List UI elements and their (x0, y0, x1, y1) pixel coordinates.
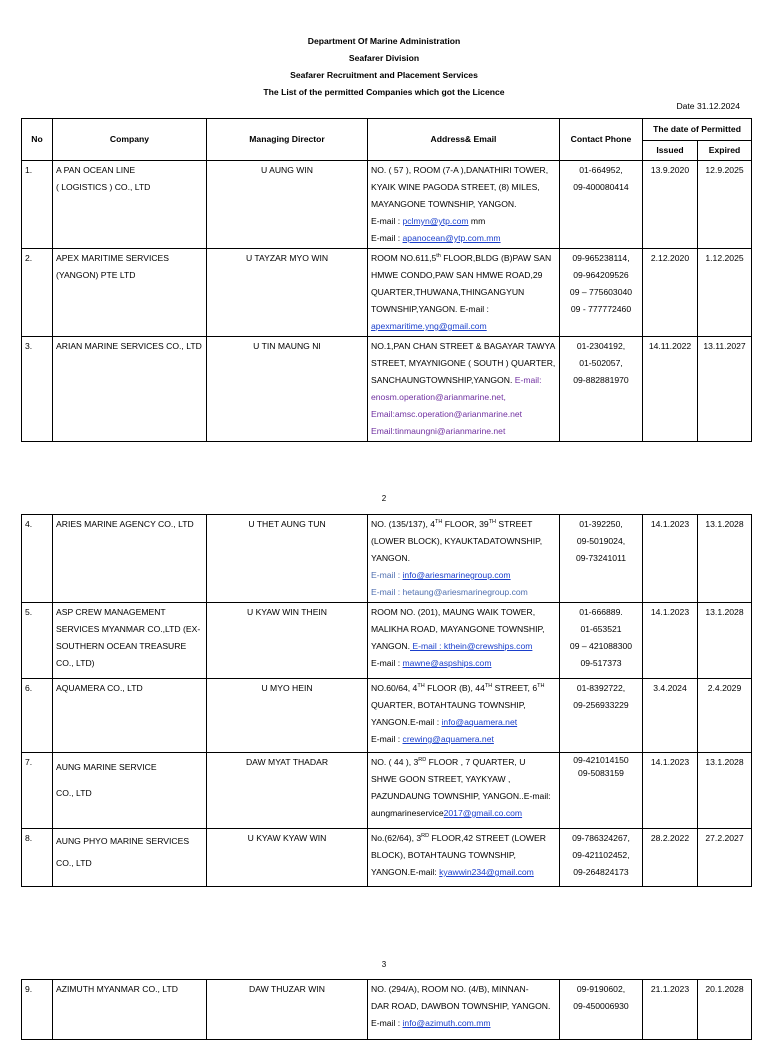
managing-director: U KYAW KYAW WIN (207, 829, 368, 887)
companies-table-page-2 (21, 514, 752, 887)
header-department: Department Of Marine Administration (307, 36, 461, 46)
row-number: 3. (22, 337, 53, 442)
company-name: A PAN OCEAN LINE ( LOGISTICS ) CO., LTD (53, 161, 207, 249)
company-name: AZIMUTH MYANMAR CO., LTD (53, 980, 207, 1040)
companies-table-page-1 (21, 118, 752, 442)
email-link[interactable]: 2017@gmail.co.com (443, 808, 523, 818)
table-row (22, 603, 752, 679)
issued-date: 21.1.2023 (643, 980, 698, 1040)
issued-date: 2.12.2020 (643, 249, 698, 337)
managing-director: U MYO HEIN (207, 679, 368, 753)
issued-date: 14.1.2023 (643, 753, 698, 829)
issued-date: 28.2.2022 (643, 829, 698, 887)
address-email: NO. (135/137), 4TH FLOOR, 39TH STREET (LOWER BLOCK), KYAUKTADATOWNSHIP, YANGON. E-mail : info@ariesmarinegroup.com E-mail : hetaung@ariesmarinegroup.com (368, 515, 560, 603)
expired-date: 13.1.2028 (698, 515, 752, 603)
company-name: ARIAN MARINE SERVICES CO., LTD (53, 337, 207, 442)
managing-director: U KYAW WIN THEIN (207, 603, 368, 679)
company-name: AQUAMERA CO., LTD (53, 679, 207, 753)
managing-director: U TIN MAUNG NI (207, 337, 368, 442)
row-number: 5. (22, 603, 53, 679)
col-header-director: Managing Director (207, 119, 368, 161)
expired-date: 20.1.2028 (698, 980, 752, 1040)
col-header-expired: Expired (698, 141, 752, 161)
expired-date: 13.1.2028 (698, 753, 752, 829)
email-link[interactable]: apanocean@ytp.com.mm (402, 233, 501, 243)
company-name: AUNG MARINE SERVICE CO., LTD (53, 753, 207, 829)
email-text: hetaung@ariesmarinegroup.com (402, 587, 528, 597)
email-link[interactable]: mawne@aspships.com (402, 658, 492, 668)
address-email: ROOM NO.611,5th FLOOR,BLDG (B)PAW SAN HMWE CONDO,PAW SAN HMWE ROAD,29 QUARTER,THUWANA,THINGANGYUN TOWNSHIP,YANGON. E-mail : apexmaritime.yng@gmail.com (368, 249, 560, 337)
issued-date: 3.4.2024 (643, 679, 698, 753)
table-row (22, 515, 752, 603)
email-link[interactable]: crewing@aquamera.net (402, 734, 494, 744)
col-header-issued: Issued (643, 141, 698, 161)
managing-director: U AUNG WIN (207, 161, 368, 249)
table-row (22, 679, 752, 753)
col-header-no: No (22, 119, 53, 161)
contact-phone: 01-664952, 09-400080414 (560, 161, 643, 249)
col-header-phone: Contact Phone (560, 119, 643, 161)
table-row (22, 249, 752, 337)
managing-director: U TAYZAR MYO WIN (207, 249, 368, 337)
issued-date: 14.1.2023 (643, 603, 698, 679)
page-number: 3 (381, 960, 387, 969)
table-row (22, 980, 752, 1040)
row-number: 9. (22, 980, 53, 1040)
expired-date: 13.1.2028 (698, 603, 752, 679)
table-row (22, 337, 752, 442)
managing-director: DAW THUZAR WIN (207, 980, 368, 1040)
table-row (22, 829, 752, 887)
contact-phone: 01-392250, 09-5019024, 09-73241011 (560, 515, 643, 603)
expired-date: 27.2.2027 (698, 829, 752, 887)
email-link[interactable]: info@azimuth.com.mm (402, 1018, 491, 1028)
issued-date: 14.1.2023 (643, 515, 698, 603)
contact-phone: 01-2304192, 01-502057, 09-882881970 (560, 337, 643, 442)
contact-phone: 09-965238114, 09-964209526 09 – 775603040 09 - 777772460 (560, 249, 643, 337)
email-link[interactable]: pclmyn@ytp.com (402, 216, 469, 226)
email-text: Email:amsc.operation@arianmarine.net (371, 409, 523, 419)
managing-director: U THET AUNG TUN (207, 515, 368, 603)
email-link[interactable]: info@aquamera.net (441, 717, 518, 727)
row-number: 6. (22, 679, 53, 753)
expired-date: 1.12.2025 (698, 249, 752, 337)
contact-phone: 01-8392722, 09-256933229 (560, 679, 643, 753)
expired-date: 2.4.2029 (698, 679, 752, 753)
issued-date: 14.11.2022 (643, 337, 698, 442)
address-email: NO. ( 44 ), 3RD FLOOR , 7 QUARTER, U SHWE GOON STREET, YAYKYAW , PAZUNDAUNG TOWNSHIP, YANGON..E-mail: aungmarineservice2017@gmail.co.com (368, 753, 560, 829)
table-row (22, 161, 752, 249)
row-number: 8. (22, 829, 53, 887)
row-number: 7. (22, 753, 53, 829)
expired-date: 13.11.2027 (698, 337, 752, 442)
address-email: No.(62/64), 3RD FLOOR,42 STREET (LOWER BLOCK), BOTAHTAUNG TOWNSHIP, YANGON.E-mail: kyawwin234@gmail.com (368, 829, 560, 887)
table-row (22, 753, 752, 829)
contact-phone: 09-9190602, 09-450006930 (560, 980, 643, 1040)
managing-director: DAW MYAT THADAR (207, 753, 368, 829)
row-number: 1. (22, 161, 53, 249)
email-link[interactable]: E-mail : kthein@crewships.com (410, 641, 533, 651)
address-email: NO.60/64, 4TH FLOOR (B), 44TH STREET, 6TH QUARTER, BOTAHTAUNG TOWNSHIP, YANGON.E-mail : info@aquamera.net E-mail : crewing@aquamera.net (368, 679, 560, 753)
document-date: Date 31.12.2024 (676, 101, 740, 111)
email-link[interactable]: kyawwin234@gmail.com (439, 867, 534, 877)
col-header-permitted: The date of Permitted (643, 119, 752, 141)
row-number: 2. (22, 249, 53, 337)
company-name: ASP CREW MANAGEMENT SERVICES MYANMAR CO.,LTD (EX- SOUTHERN OCEAN TREASURE CO., LTD) (53, 603, 207, 679)
company-name: ARIES MARINE AGENCY CO., LTD (53, 515, 207, 603)
issued-date: 13.9.2020 (643, 161, 698, 249)
email-text: Email:tinmaungni@arianmarine.net (371, 426, 506, 436)
header-list-title: The List of the permitted Companies which got the Licence (263, 87, 505, 97)
contact-phone: 01-666889. 01-653521 09 – 421088300 09-517373 (560, 603, 643, 679)
contact-phone: 09-421014150 09-5083159 (560, 753, 643, 829)
col-header-address: Address& Email (368, 119, 560, 161)
email-text: enosm.operation@arianmarine.net, (371, 392, 506, 402)
address-email: ROOM NO. (201), MAUNG WAIK TOWER, MALIKHA ROAD, MAYANGONE TOWNSHIP, YANGON. E-mail : kthein@crewships.com E-mail : mawne@aspships.com (368, 603, 560, 679)
header-division: Seafarer Division (348, 53, 420, 63)
address-email: NO.1,PAN CHAN STREET & BAGAYAR TAWYA STREET, MYAYNIGONE ( SOUTH ) QUARTER, SANCHAUNGTOWNSHIP,YANGON. E-mail: enosm.operation@arianmarine.net, Email:amsc.operation@arianmarine.net Email:tinmaungni@arianmarine.net (368, 337, 560, 442)
col-header-company: Company (53, 119, 207, 161)
address-email: NO. (294/A), ROOM NO. (4/B), MINNAN- DAR ROAD, DAWBON TOWNSHIP, YANGON. E-mail : info@azimuth.com.mm (368, 980, 560, 1040)
page-number: 2 (381, 494, 387, 503)
row-number: 4. (22, 515, 53, 603)
document-header (0, 33, 768, 101)
email-link[interactable]: info@ariesmarinegroup.com (402, 570, 511, 580)
expired-date: 12.9.2025 (698, 161, 752, 249)
contact-phone: 09-786324267, 09-421102452, 09-264824173 (560, 829, 643, 887)
company-name: APEX MARITIME SERVICES (YANGON) PTE LTD (53, 249, 207, 337)
header-service: Seafarer Recruitment and Placement Services (290, 70, 478, 80)
address-email: NO. ( 57 ), ROOM (7-A ),DANATHIRI TOWER, KYAIK WINE PAGODA STREET, (8) MILES, MAYANGONE TOWNSHIP, YANGON. E-mail : pclmyn@ytp.com mm E-mail : apanocean@ytp.com.mm (368, 161, 560, 249)
email-link[interactable]: apexmaritime.yng@gmail.com (371, 321, 487, 331)
company-name: AUNG PHYO MARINE SERVICES CO., LTD (53, 829, 207, 887)
companies-table-page-3 (21, 979, 752, 1040)
